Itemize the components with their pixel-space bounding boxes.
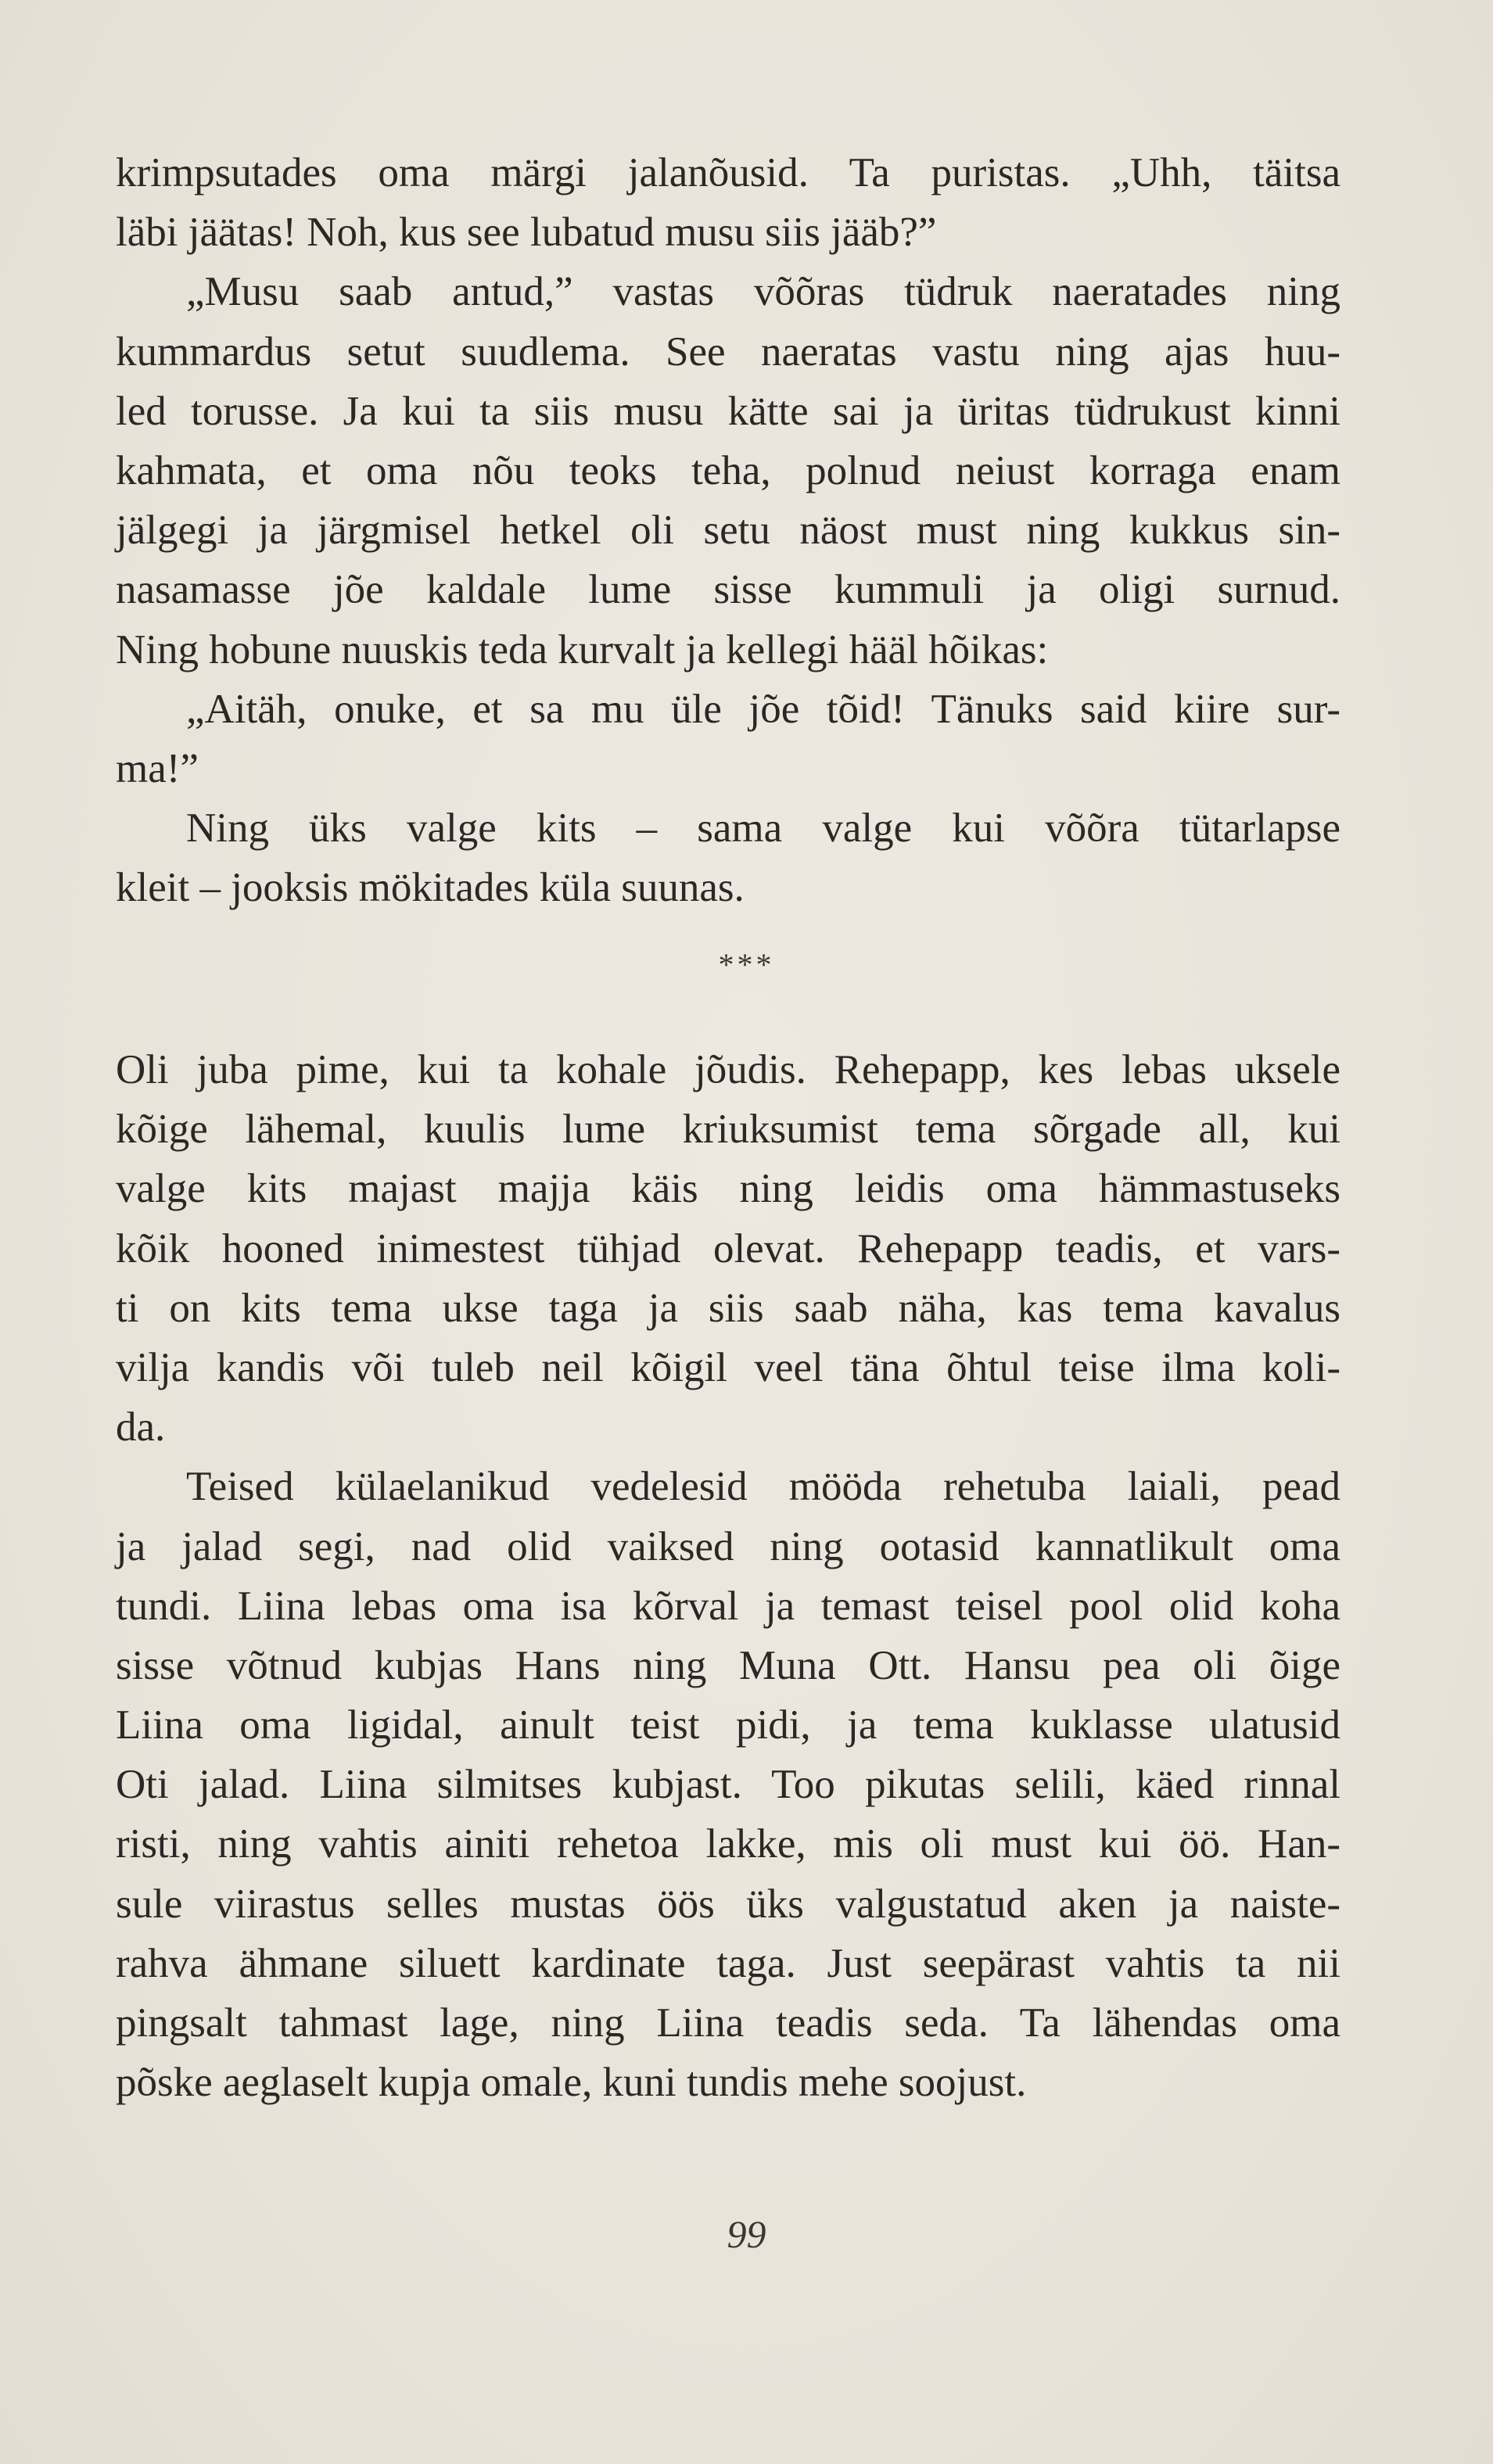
text-block-1 bbox=[116, 143, 1340, 917]
text-block-2 bbox=[116, 1040, 1340, 2112]
text-line: Ning üks valge kits – sama valge kui võõra tütarlapse bbox=[186, 805, 1340, 852]
text-line: da. bbox=[116, 1404, 166, 1451]
text-line: sisse võtnud kubjas Hans ning Muna Ott. Hansu pea oli õige bbox=[116, 1642, 1340, 1688]
section-separator: *** bbox=[718, 947, 775, 982]
text-line: põske aeglaselt kupja omale, kuni tundis mehe soojust. bbox=[116, 2060, 1027, 2106]
text-line: rahva ähmane siluett kardinate taga. Just seepärast vahtis ta nii bbox=[116, 1940, 1340, 1986]
text-line: jälgegi ja järgmisel hetkel oli setu näost must ning kukkus sin- bbox=[116, 508, 1340, 554]
text-line: Oli juba pime, kui ta kohale jõudis. Rehepapp, kes lebas uksele bbox=[116, 1047, 1340, 1092]
text-line: kleit – jooksis mökitades küla suunas. bbox=[116, 865, 745, 911]
text-line: kahmata, et oma nõu teoks teha, polnud neiust korraga enam bbox=[116, 447, 1340, 493]
text-line: sule viirastus selles mustas öös üks valgustatud aken ja naiste- bbox=[116, 1881, 1340, 1927]
text-line: ti on kits tema ukse taga ja siis saab näha, kas tema kavalus bbox=[116, 1285, 1340, 1331]
text-line: led torusse. Ja kui ta siis musu kätte sai ja üritas tüdrukust kinni bbox=[116, 388, 1340, 434]
text-line: ja jalad segi, nad olid vaiksed ning ootasid kannatlikult oma bbox=[116, 1523, 1340, 1569]
text-line: kõige lähemal, kuulis lume kriuksumist tema sõrgade all, kui bbox=[116, 1106, 1340, 1153]
text-line: Ning hobune nuuskis teda kurvalt ja kellegi hääl hõikas: bbox=[116, 626, 1049, 672]
text-line: ma!” bbox=[116, 745, 199, 791]
text-line: nasamasse jõe kaldale lume sisse kummuli ja oligi surnud. bbox=[116, 567, 1340, 613]
text-line: „Aitäh, onuke, et sa mu üle jõe tõid! Tänuks said kiire sur- bbox=[186, 686, 1340, 732]
text-line: Oti jalad. Liina silmitses kubjast. Too pikutas selili, käed rinnal bbox=[116, 1762, 1340, 1808]
text-line: tundi. Liina lebas oma isa kõrval ja temast teisel pool olid koha bbox=[116, 1583, 1340, 1629]
text-line: pingsalt tahmast lage, ning Liina teadis seda. Ta lähendas oma bbox=[116, 2000, 1340, 2046]
text-line: kummardus setut suudlema. See naeratas vastu ning ajas huu- bbox=[116, 328, 1340, 375]
text-line: „Musu saab antud,” vastas võõras tüdruk naeratades ning bbox=[186, 269, 1340, 315]
text-line: vilja kandis või tuleb neil kõigil veel täna õhtul teise ilma koli- bbox=[116, 1344, 1340, 1390]
text-line: risti, ning vahtis ainiti rehetoa lakke, mis oli must kui öö. Han- bbox=[116, 1821, 1340, 1867]
text-line: läbi jäätas! Noh, kus see lubatud musu siis jääb?” bbox=[116, 210, 937, 256]
page-number: 99 bbox=[727, 2212, 766, 2256]
text-line: krimpsutades oma märgi jalanõusid. Ta puristas. „Uhh, täitsa bbox=[116, 150, 1340, 195]
text-line: Liina oma ligidal, ainult teist pidi, ja tema kuklasse ulatusid bbox=[116, 1702, 1340, 1748]
text-line: valge kits majast majja käis ning leidis oma hämmastuseks bbox=[116, 1166, 1340, 1212]
text-line: Teised külaelanikud vedelesid mööda rehetuba laiali, pead bbox=[186, 1464, 1340, 1510]
text-line: kõik hooned inimestest tühjad olevat. Rehepapp teadis, et vars- bbox=[116, 1225, 1340, 1271]
